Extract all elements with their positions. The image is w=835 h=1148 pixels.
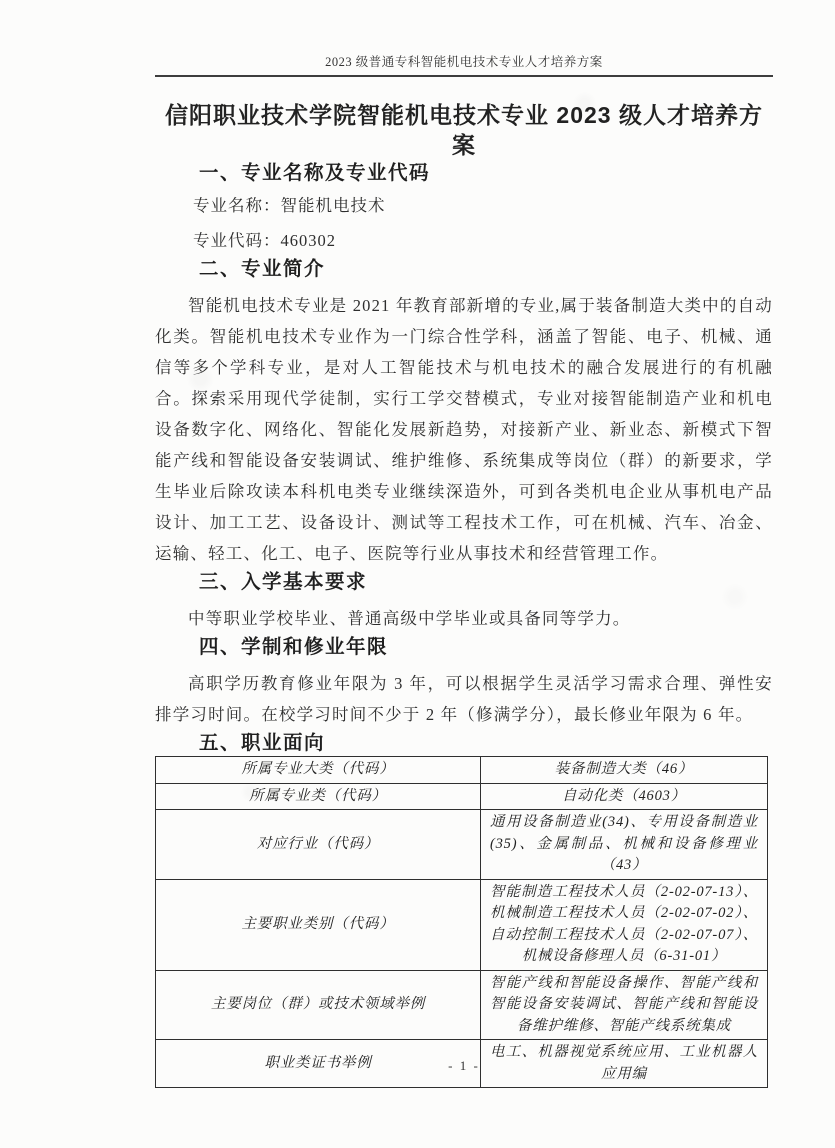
- section-major-intro: [155, 256, 773, 569]
- row-label: 主要岗位（群）或技术领域举例: [156, 970, 481, 1040]
- table-row-major-class: [156, 783, 768, 810]
- section-3-heading: 三、入学基本要求: [199, 571, 368, 593]
- page-number: - 1 -: [448, 1058, 480, 1073]
- section-2-heading: 二、专业简介: [199, 258, 326, 280]
- running-header-text: 2023 级普通专科智能机电技术专业人才培养方案: [325, 55, 603, 69]
- row-value: 电工、机器视觉系统应用、工业机器人应用编: [481, 1040, 768, 1088]
- row-value: 智能制造工程技术人员（2-02-07-13）、机械制造工程技术人员（2-02-07-02）、自动控制工程技术人员（2-02-07-07）、 机械设备修理人员（6-31-01）: [481, 879, 768, 970]
- row-value: 智能产线和智能设备操作、智能产线和智能设备安装调试、智能产线和智能设备维护维修、智能产线系统集成: [481, 970, 768, 1040]
- major-intro-paragraph: 智能机电技术专业是 2021 年教育部新增的专业,属于装备制造大类中的自动化类。智能机电技术专业作为一门综合性学科，涵盖了智能、电子、机械、通信等多个学科专业，是对人工智能技术与机电技术的融合发展进行的有机融合。探索采用现代学徒制，实行工学交替模式，专业对接智能制造产业和机电设备数字化、网络化、智能化发展新趋势，对接新产业、新业态、新模式下智能产线和智能设备安装调试、维护维修、系统集成等岗位（群）的新要求，学生毕业后除攻读本科机电类专业继续深造外，可到各类机电企业从事机电产品设计、加工工艺、设备设计、测试等工程技术工作，可在机械、汽车、冶金、运输、轻工、化工、电子、医院等行业从事技术和经营管理工作。: [155, 296, 773, 563]
- major-name-line: 专业名称：智能机电技术: [193, 196, 386, 215]
- admission-requirements-paragraph: 中等职业学校毕业、普通高级中学毕业或具备同等学力。: [188, 609, 631, 628]
- section-study-duration: [155, 634, 773, 730]
- table-row-major-category: [156, 757, 768, 784]
- row-label: 对应行业（代码）: [156, 810, 481, 880]
- section-major-name-code: [155, 160, 773, 256]
- section-admission-requirements: [155, 569, 773, 634]
- page-header: [155, 0, 773, 77]
- page-content: [155, 0, 773, 1088]
- document-title: 信阳职业技术学院智能机电技术专业 2023 级人才培养方案: [165, 102, 763, 158]
- section-4-heading: 四、学制和修业年限: [199, 636, 389, 658]
- career-orientation-table: [155, 756, 768, 1088]
- section-1-heading: 一、专业名称及专业代码: [199, 162, 431, 184]
- row-label: 所属专业大类（代码）: [156, 757, 481, 784]
- table-row-main-posts: [156, 970, 768, 1040]
- row-label: 职业类证书举例: [156, 1040, 481, 1088]
- table-row-industries: [156, 810, 768, 880]
- table-row-occupation-categories: [156, 879, 768, 970]
- row-value: 装备制造大类（46）: [481, 757, 768, 784]
- row-value: 自动化类（4603）: [481, 783, 768, 810]
- row-label: 主要职业类别（代码）: [156, 879, 481, 970]
- section-5-heading: 五、职业面向: [199, 732, 326, 754]
- major-code-line: 专业代码：460302: [193, 231, 336, 250]
- section-career-orientation: [155, 730, 773, 1088]
- study-duration-paragraph: 高职学历教育修业年限为 3 年，可以根据学生灵活学习需求合理、弹性安排学习时间。在校学习时间不少于 2 年（修满学分），最长修业年限为 6 年。: [155, 674, 773, 724]
- row-label: 所属专业类（代码）: [156, 783, 481, 810]
- row-value: 通用设备制造业(34)、专用设备制造业(35)、金属制品、机械和设备修理业（43）: [481, 810, 768, 880]
